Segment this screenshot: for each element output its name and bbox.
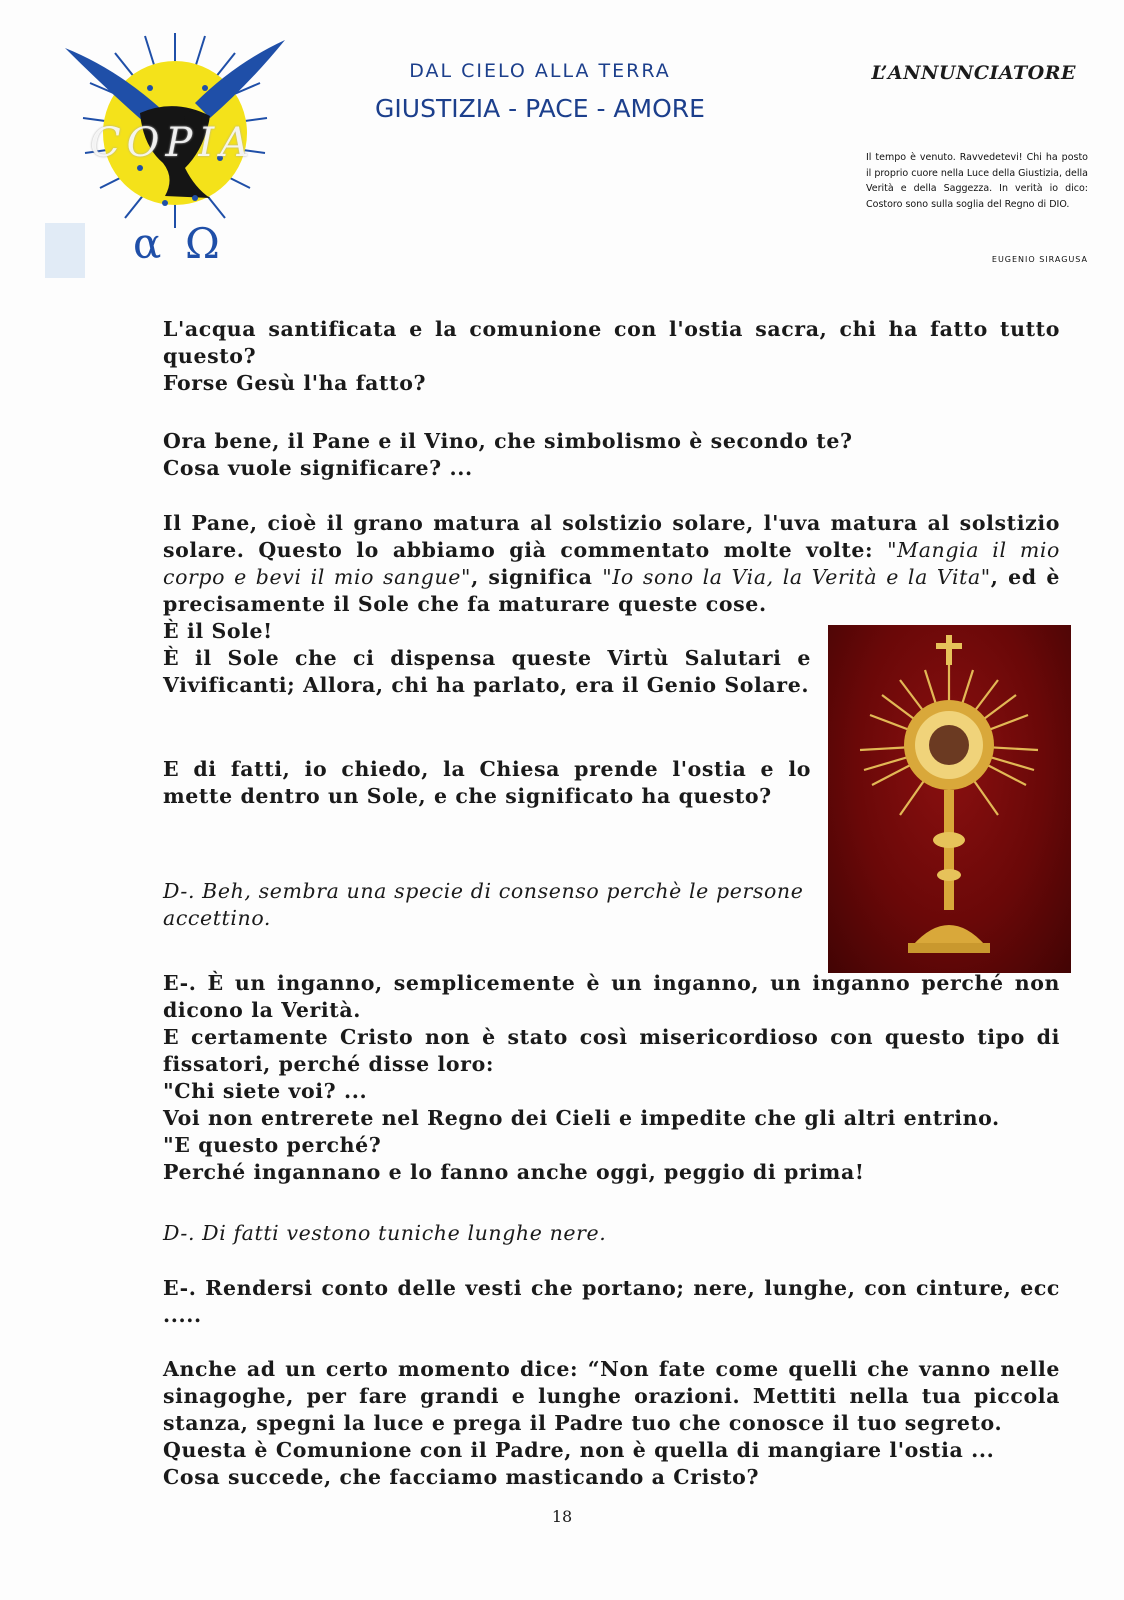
answer-e1-line-d: Voi non entrerete nel Regno dei Cieli e impedite che gli altri entrino. <box>163 1106 1000 1130</box>
page-number: 18 <box>551 1507 573 1526</box>
quote-author: EUGENIO SIRAGUSA <box>991 255 1088 264</box>
paragraph-8-text: Questa è Comunione con il Padre, non è quella di mangiare l'ostia ... <box>163 1438 995 1462</box>
answer-e2: E-. Rendersi conto delle vesti che portano; nere, lunghe, con cinture, ecc ..... <box>163 1276 1060 1327</box>
paragraph-3-end: , ed è precisamente il Sole che fa maturare queste cose. <box>163 565 1060 616</box>
paragraph-7-text: Anche ad un certo momento dice: “Non fate come quelli che vanno nelle sinagoghe, per fare grandi e lunghe orazioni. Mettiti nella tua piccola stanza, spegni la luce e prega il Padre tuo che conosce il tuo segreto. <box>163 1357 1060 1435</box>
answer-e1-line-a: E-. È un inganno, semplicemente è un inganno, un inganno perché non dicono la Verità. <box>163 971 1060 1022</box>
monstrance-photo <box>828 625 1071 973</box>
header-quote: Il tempo è venuto. Ravvedetevi! Chi ha posto il proprio cuore nella Luce della Giustizia, della Verità e della Saggezza. In verità io dico: Costoro sono sulla soglia del Regno di DIO. <box>866 152 1088 210</box>
paragraph-1-line-b: Forse Gesù l'ha fatto? <box>163 371 427 395</box>
question-d1: D-. Beh, sembra una specie di consenso perchè le persone accettino. <box>163 879 804 930</box>
paragraph-2 <box>163 428 1060 482</box>
paragraph-1-line-a: L'acqua santificata e la comunione con l'ostia sacra, chi ha fatto tutto questo? <box>163 317 1060 368</box>
paragraph-3-start: Il Pane, cioè il grano matura al solstizio solare, l'uva matura al solstizio solare. Questo lo abbiamo già commentato molte volte: <box>163 511 1060 562</box>
paragraph-3-quote-2: "Io sono la Via, la Verità e la Vita" <box>602 565 991 589</box>
alpha-symbol: α <box>133 219 162 268</box>
copy-watermark: COPIA <box>90 120 255 166</box>
answer-e1-line-b: E certamente Cristo non è stato così misericordioso con questo tipo di fissatori, perché disse loro: <box>163 1025 1060 1076</box>
answer-e1-line-e: "E questo perché? <box>163 1133 382 1157</box>
answer-e1 <box>163 970 1060 1186</box>
paragraph-2-line-b: Cosa vuole significare? ... <box>163 456 473 480</box>
answer-e1-line-c: "Chi siete voi? ... <box>163 1079 368 1103</box>
paragraph-7 <box>163 1356 1060 1491</box>
paragraph-9-text: Cosa succede, che facciamo masticando a Cristo? <box>163 1465 760 1489</box>
paragraph-1 <box>163 316 1060 397</box>
answer-e1-line-f: Perché ingannano e lo fanno anche oggi, peggio di prima! <box>163 1160 865 1184</box>
omega-symbol: Ω <box>185 219 220 268</box>
publication-name: L’ANNUNCIATORE <box>871 62 1076 84</box>
question-d2: D-. Di fatti vestono tuniche lunghe nere. <box>163 1221 607 1245</box>
paragraph-5: È il Sole che ci dispensa queste Virtù Salutari e Vivificanti; Allora, chi ha parlato, era il Genio Solare. <box>163 646 811 697</box>
header-title: GIUSTIZIA - PACE - AMORE <box>375 94 705 123</box>
paragraph-6: E di fatti, io chiedo, la Chiesa prende l'ostia e lo mette dentro un Sole, e che significato ha questo? <box>163 757 811 808</box>
paragraph-3-mid: , significa <box>471 565 603 589</box>
paragraph-2-line-a: Ora bene, il Pane e il Vino, che simbolismo è secondo te? <box>163 429 853 453</box>
header-subtitle: DAL CIELO ALLA TERRA <box>409 60 671 82</box>
header-center <box>330 60 750 123</box>
paragraph-3-quote-1: "Mangia il mio corpo e bevi il mio sangue" <box>163 538 1060 589</box>
paragraph-3 <box>163 510 1060 618</box>
monstrance-icon <box>828 625 1071 973</box>
paragraph-4: È il Sole! <box>163 619 273 643</box>
